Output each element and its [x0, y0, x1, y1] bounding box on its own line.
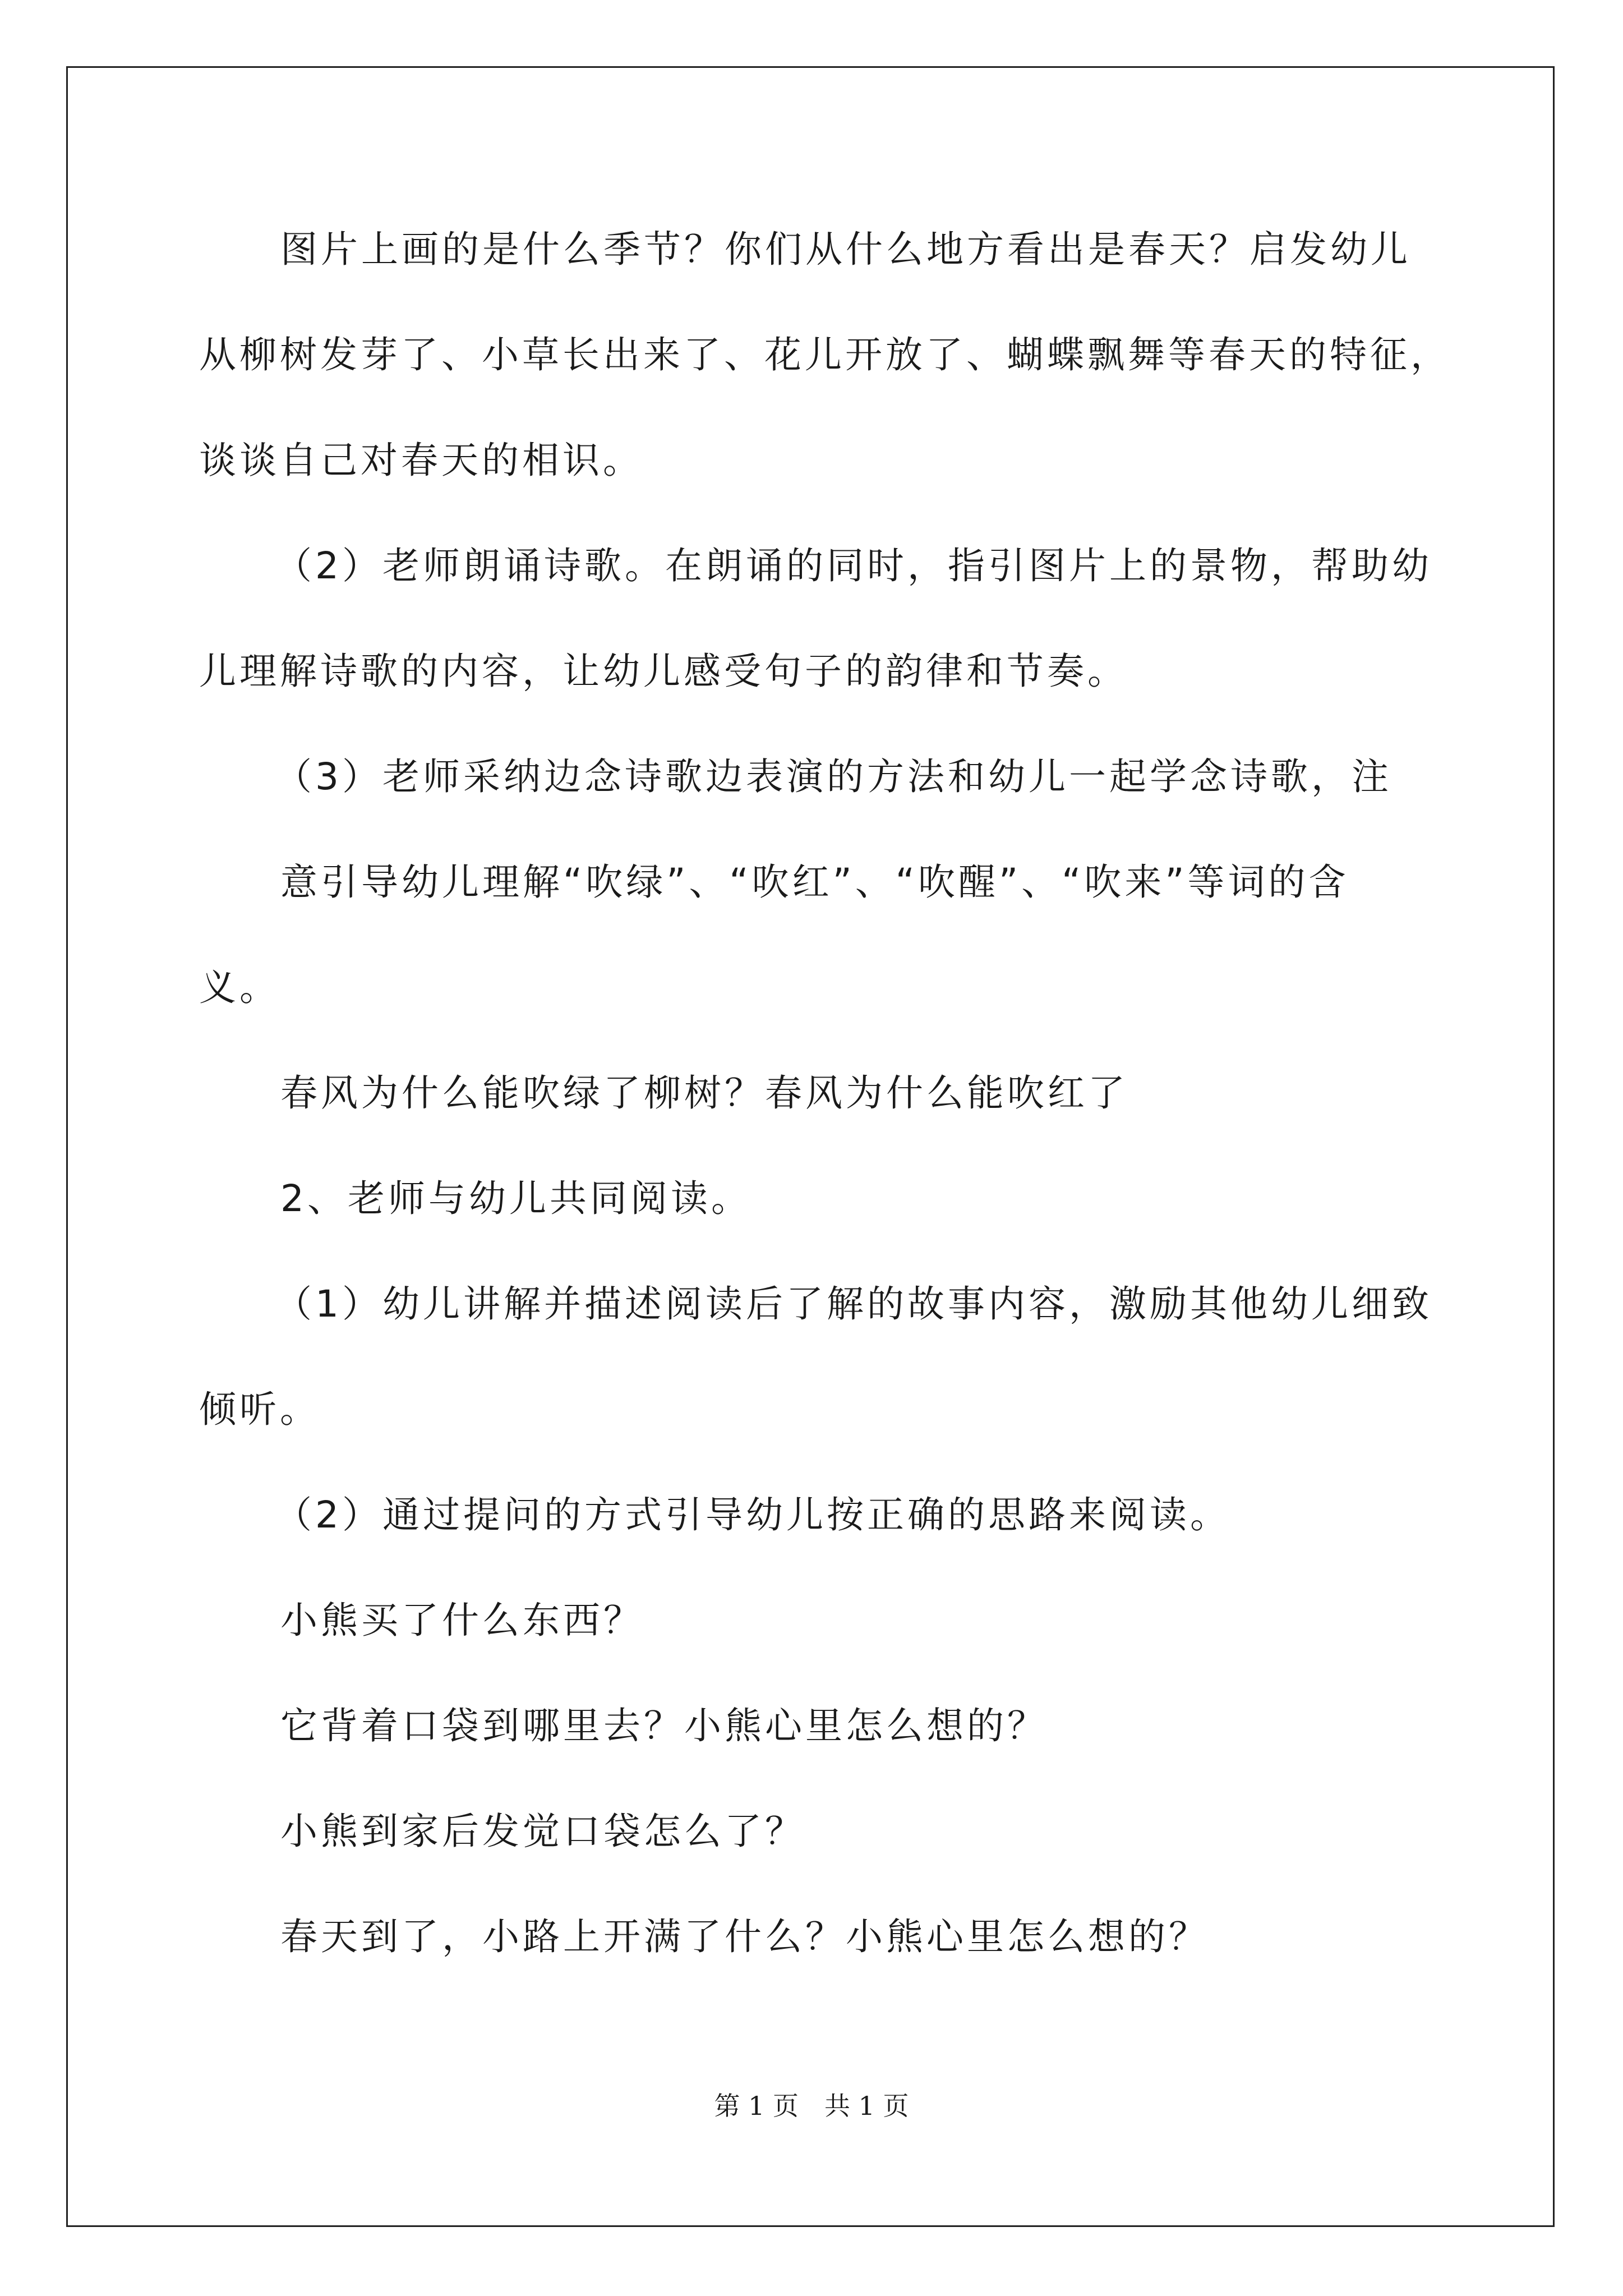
text-line: 它背着口袋到哪里去？小熊心里怎么想的？ — [280, 1704, 1048, 1747]
text-line: （2）老师朗诵诗歌。在朗诵的同时，指引图片上的景物，帮助幼 — [275, 544, 1432, 587]
page-border — [66, 66, 1555, 2227]
text-line: 意引导幼儿理解“吹绿”、“吹红”、“吹醒”、“吹来”等词的含 — [280, 861, 1349, 904]
text-line: 从柳树发芽了、小草长出来了、花儿开放了、蝴蝶飘舞等春天的特征， — [199, 333, 1451, 376]
text-line: 义。 — [199, 966, 280, 1009]
text-line: 小熊到家后发觉口袋怎么了？ — [280, 1810, 805, 1853]
text-line: （3）老师采纳边念诗歌边表演的方法和幼儿一起学念诗歌，注 — [275, 755, 1392, 798]
text-line: （2）通过提问的方式引导幼儿按正确的思路来阅读。 — [275, 1493, 1230, 1536]
text-line: 春风为什么能吹绿了柳树？春风为什么能吹红了 — [280, 1071, 1128, 1115]
text-line: 2、老师与幼儿共同阅读。 — [280, 1177, 751, 1220]
text-line: 春天到了，小路上开满了什么？小熊心里怎么想的？ — [280, 1915, 1209, 1958]
text-line: 图片上画的是什么季节？你们从什么地方看出是春天？启发幼儿 — [280, 228, 1411, 271]
text-line: 小熊买了什么东西？ — [280, 1599, 644, 1642]
text-line: 儿理解诗歌的内容，让幼儿感受句子的韵律和节奏。 — [199, 650, 1128, 693]
text-line: （1）幼儿讲解并描述阅读后了解的故事内容，激励其他幼儿细致 — [275, 1282, 1432, 1326]
text-line: 倾听。 — [199, 1388, 320, 1431]
text-line: 谈谈自己对春天的相识。 — [199, 439, 643, 482]
page-number-footer: 第 1 页 共 1 页 — [714, 2091, 909, 2121]
